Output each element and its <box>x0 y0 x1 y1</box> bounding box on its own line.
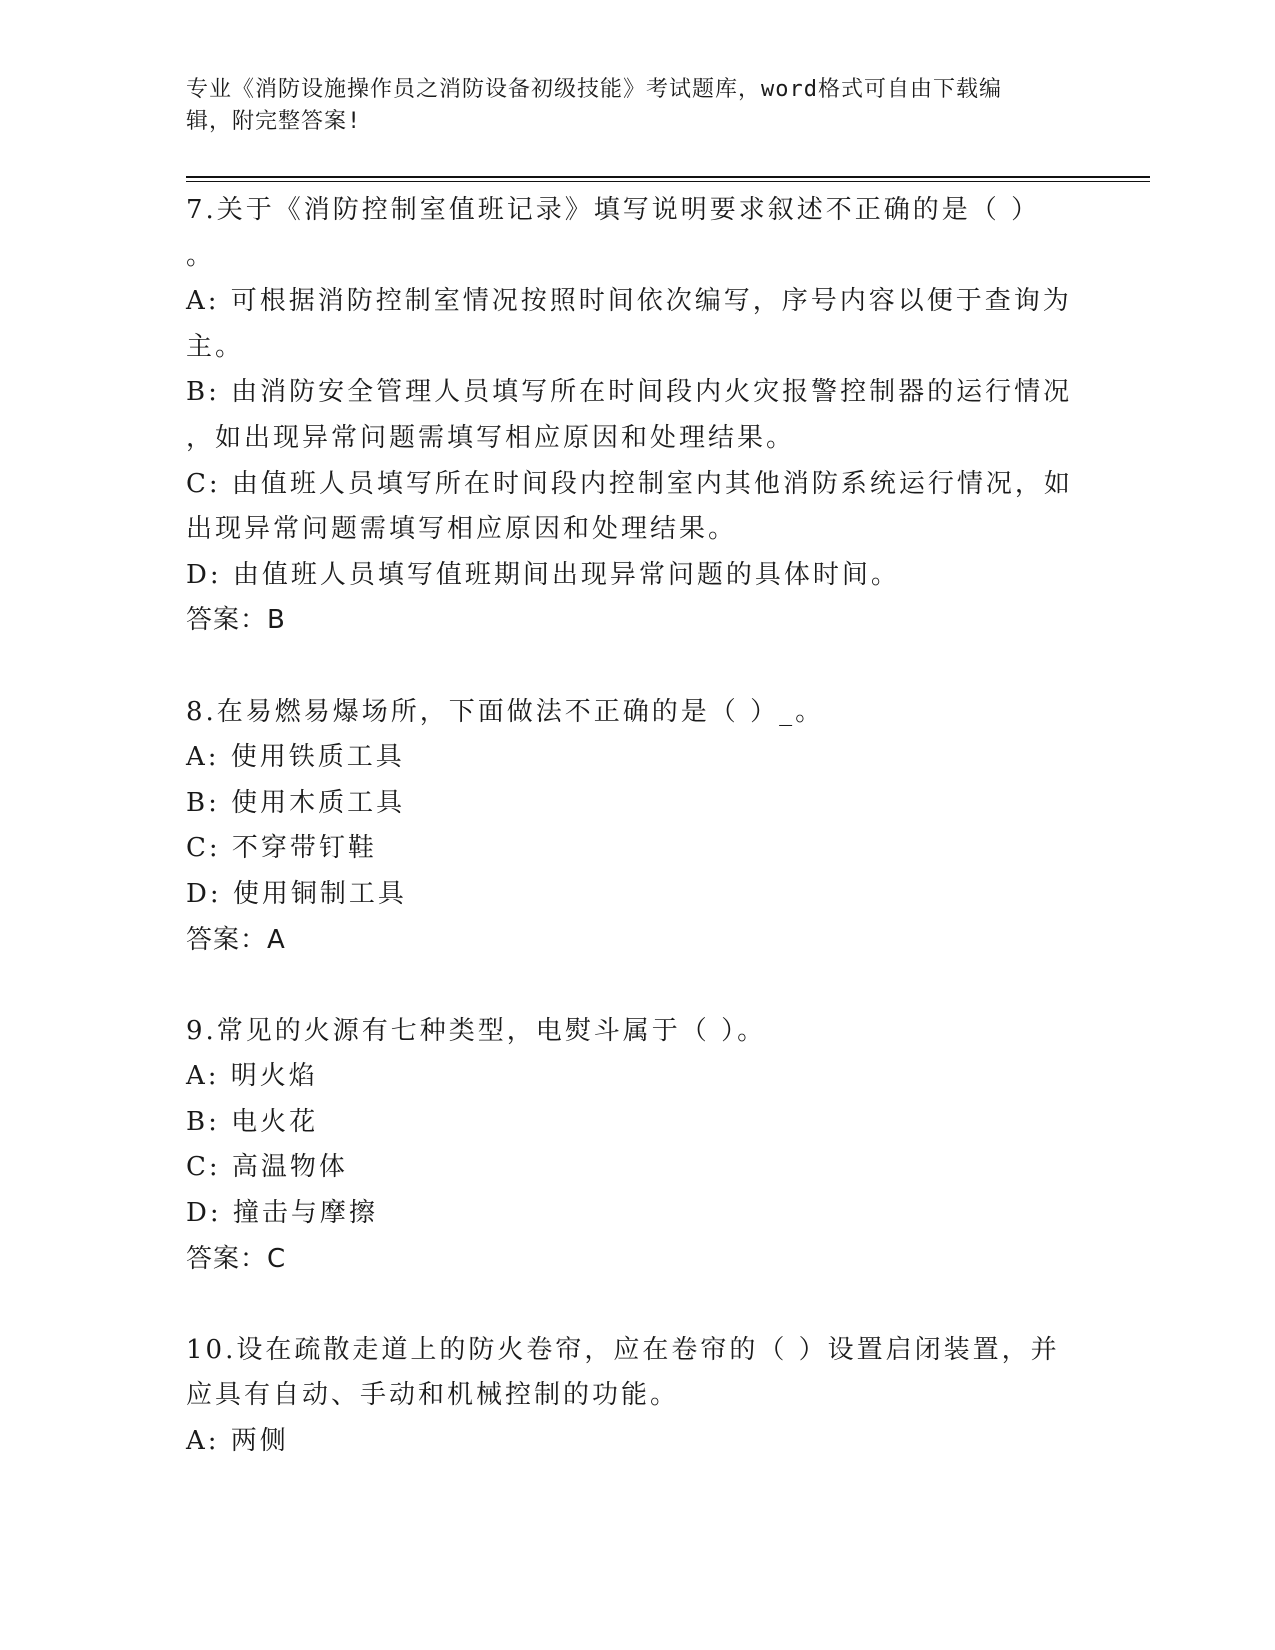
option-c: C: 由值班人员填写所在时间段内控制室内其他消防系统运行情况，如 <box>186 468 1073 499</box>
question-8 <box>186 690 1086 964</box>
answer-label: 答案：B <box>186 605 286 636</box>
question-stem: 10.设在疏散走道上的防火卷帘，应在卷帘的（ ）设置启闭装置，并 <box>186 1334 1060 1365</box>
option-a: A: 可根据消防控制室情况按照时间依次编写，序号内容以便于查询为 <box>186 286 1072 317</box>
option-a: 主。 <box>186 331 245 362</box>
question-stem: 7.关于《消防控制室值班记录》填写说明要求叙述不正确的是（ ） <box>186 195 1041 225</box>
answer-label: 答案：C <box>186 1243 287 1274</box>
question-9 <box>186 1009 1086 1283</box>
option-d: D: 使用铜制工具 <box>186 878 407 909</box>
option-c: C: 不穿带钉鞋 <box>186 833 377 864</box>
spacer <box>186 963 1086 1009</box>
option-a: A: 两侧 <box>186 1426 289 1457</box>
question-stem: 应具有自动、手动和机械控制的功能。 <box>186 1380 680 1411</box>
question-10 <box>186 1328 1086 1465</box>
option-c: 出现异常问题需填写相应原因和处理结果。 <box>186 514 738 545</box>
question-stem: 9.常见的火源有七种类型，电熨斗属于（ ）。 <box>186 1015 767 1046</box>
option-b: B: 使用木质工具 <box>186 787 406 818</box>
option-b: B: 电火花 <box>186 1106 319 1137</box>
header-divider-thick <box>186 176 1150 178</box>
option-d: D: 由值班人员填写值班期间出现异常问题的具体时间。 <box>186 559 900 590</box>
question-stem: 。 <box>186 240 216 271</box>
header-line-2: 辑，附完整答案! <box>186 109 362 134</box>
question-7 <box>186 188 1086 644</box>
option-a: A: 使用铁质工具 <box>186 742 405 773</box>
option-b: ，如出现异常问题需填写相应原因和处理结果。 <box>186 422 796 453</box>
document-header <box>186 74 1076 138</box>
spacer <box>186 1282 1086 1328</box>
option-b: B: 由消防安全管理人员填写所在时间段内火灾报警控制器的运行情况 <box>186 377 1073 408</box>
question-stem: 8.在易燃易爆场所，下面做法不正确的是（ ）_。 <box>186 696 825 727</box>
header-divider-thin <box>186 181 1150 182</box>
option-d: D: 撞击与摩擦 <box>186 1198 378 1229</box>
option-a: A: 明火焰 <box>186 1061 318 1092</box>
question-list <box>186 188 1086 1465</box>
header-line-1: 专业《消防设施操作员之消防设备初级技能》考试题库，word格式可自由下载编 <box>186 77 1002 102</box>
option-c: C: 高温物体 <box>186 1152 348 1183</box>
answer-label: 答案：A <box>186 924 286 955</box>
spacer <box>186 644 1086 690</box>
